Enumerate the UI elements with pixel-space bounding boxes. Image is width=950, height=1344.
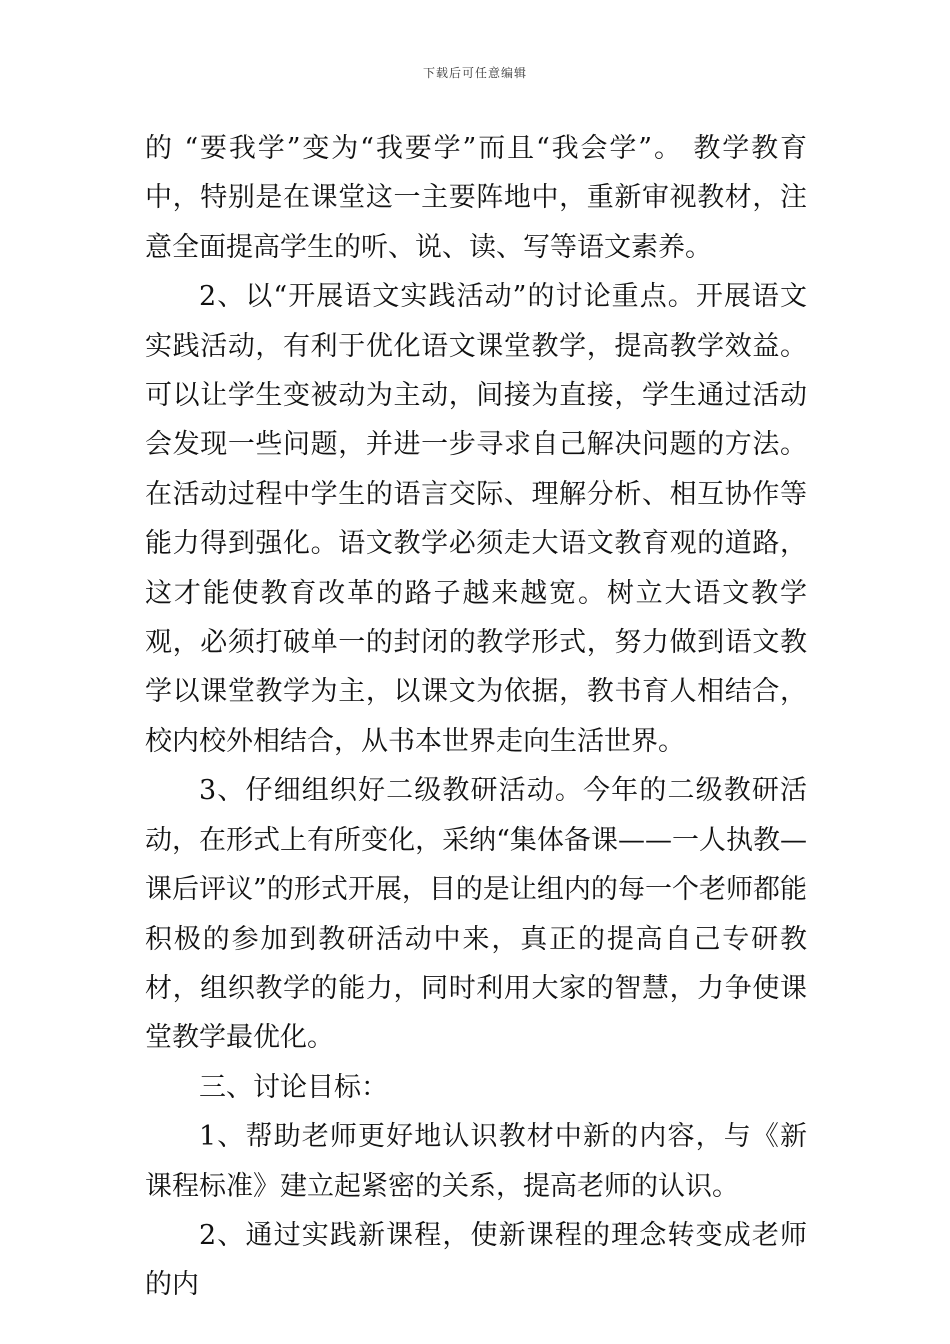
- page-header-note: 下载后可任意编辑: [422, 66, 527, 80]
- section-heading-goals: 三、讨论目标：: [199, 1071, 388, 1103]
- document-body: [145, 124, 807, 1310]
- paragraph-item-2-practice: 2、以“开展语文实践活动”的讨论重点。开展语文实践活动，有利于优化语文课堂教学，提高教学效益。可以让学生变被动为主动，间接为直接，学生通过活动会发现一些问题，并进一步寻求自己解决问题的方法。在活动过程中学生的语言交际、理解分析、相互协作等能力得到强化。语文教学必须走大语文教育观的道路，这才能使教育改革的路子越来越宽。树立大语文教学观，必须打破单一的封闭的教学形式，努力做到语文教学以课堂教学为主，以课文为依据，教书育人相结合，校内校外相结合，从书本世界走向生活世界。: [145, 281, 807, 757]
- paragraph-item-3-research: 3、仔细组织好二级教研活动。今年的二级教研活动，在形式上有所变化，采纳“集体备课——一人执教—课后评议”的形式开展，目的是让组内的每一个老师都能积极的参加到教研活动中来，真正的提高自己专研教材，组织教学的能力，同时利用大家的智慧，力争使课堂教学最优化。: [145, 775, 807, 1054]
- paragraph-goal-1: 1、帮助老师更好地认识教材中新的内容，与《新课程标准》建立起紧密的关系，提高老师的认识。: [145, 1121, 807, 1202]
- paragraph-continuation: 的 “要我学”变为“我要学”而且“我会学”。 教学教育中，特别是在课堂这一主要阵地中，重新审视教材，注意全面提高学生的听、说、读、写等语文素养。: [145, 133, 807, 263]
- paragraph-goal-2: 2、通过实践新课程，使新课程的理念转变成老师的内: [145, 1219, 807, 1301]
